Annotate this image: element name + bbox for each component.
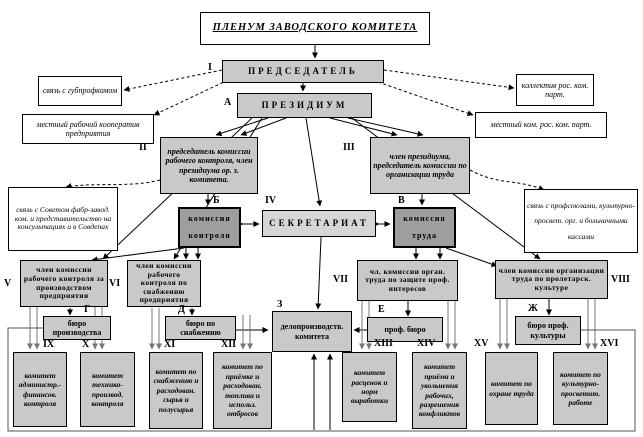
marker-Zh: Ж (528, 303, 538, 314)
marker-XVI: XVI (600, 338, 619, 349)
node-bureau-prod: бюро производства (43, 316, 111, 340)
node-head-labor: член президиума, председатель комиссии по организации труда (370, 137, 470, 194)
marker-B: Б (213, 195, 220, 206)
node-committee-13: комитет расценок и норм выработки (342, 352, 397, 422)
marker-G: Г (84, 304, 91, 315)
marker-Z: З (277, 299, 283, 310)
marker-V: V (4, 278, 12, 289)
marker-VIII: VIII (611, 274, 630, 285)
marker-II: II (139, 142, 147, 153)
marker-V-cyr: В (398, 195, 405, 206)
node-presidium: ПРЕЗИДИУМ (237, 93, 372, 118)
node-link-soviet: связь с Советом фабр-завод. ком. и представительство на консультациях и в Совдепах (8, 187, 118, 251)
node-bureau-prof: проф. бюро (367, 317, 443, 342)
node-committee-12: комитет по приёмке и расходован. топлива и использ. отбросов (213, 352, 272, 429)
node-commission-labor: комиссия труда (393, 207, 456, 248)
node-head-control: председатель комиссии рабочего контроля, член президиума ор. з. комитета. (160, 137, 258, 194)
node-link-unions: связь с профсоюзами, культурно-просвет. орг. и больничными кассами (524, 189, 638, 253)
node-committee-14: комитет приёма и увольнения рабочих, разрешения конфликтов (412, 352, 467, 429)
node-commission-control: комиссия контроля (178, 207, 241, 248)
node-member-labor-culture: член комиссии организации труда по пролетарск. культуре (495, 260, 608, 299)
node-committee-11: комитет по снабжению и расходован. сырья и полусырья (149, 352, 203, 429)
marker-III: III (343, 142, 355, 153)
node-link-coop: местный рабочий кооператив предприятия (22, 114, 154, 144)
marker-XV: XV (474, 338, 489, 349)
node-committee-15: комитет по охране труда (485, 352, 538, 425)
node-member-labor-protect: чл. комиссии орган. труда по защите проф. интересов (357, 260, 458, 301)
node-chairman: ПРЕДСЕДАТЕЛЬ (222, 60, 384, 83)
node-link-mestkom: местный ком. рос. ком. парт. (475, 112, 607, 138)
node-bureau-culture: бюро проф. культуры (515, 316, 581, 345)
marker-IX: IX (43, 339, 55, 350)
node-sekretariat: СЕКРЕТАРИАТ (262, 210, 376, 237)
node-member-control-prod: член комиссии рабочего контроля за производством предприятия (20, 260, 108, 307)
marker-I: I (208, 62, 212, 73)
node-plenum-title: ПЛЕНУМ ЗАВОДСКОГО КОМИТЕТА (200, 12, 430, 45)
node-committee-16: комитет по культурно- просветит. работе (553, 352, 608, 425)
marker-XI: XI (164, 339, 176, 350)
marker-A: А (224, 97, 232, 108)
marker-VII: VII (333, 274, 349, 285)
marker-X: X (82, 339, 90, 350)
node-link-gubprofkom: связь с губпрофкомом (38, 76, 122, 106)
marker-XII: XII (221, 339, 237, 350)
node-clerk: делопроизводств. комитета (272, 311, 352, 352)
node-committee-9: комитет администр.- финансов. контроля (13, 352, 67, 427)
marker-E: Е (378, 304, 385, 315)
marker-IV: IV (265, 195, 277, 206)
marker-XIII: XIII (374, 338, 393, 349)
node-committee-10: комитет технико- производ. контроля (80, 352, 135, 427)
marker-VI: VI (109, 278, 121, 289)
marker-D: Д (178, 304, 185, 315)
node-member-control-supply: член комиссии рабочего контроля по снабжению предприятия (127, 260, 201, 307)
marker-XIV: XIV (417, 338, 436, 349)
node-bureau-supply: бюро по снабжению (165, 316, 236, 340)
node-link-kollektiv: коллектив рос. ком. парт. (516, 74, 594, 106)
